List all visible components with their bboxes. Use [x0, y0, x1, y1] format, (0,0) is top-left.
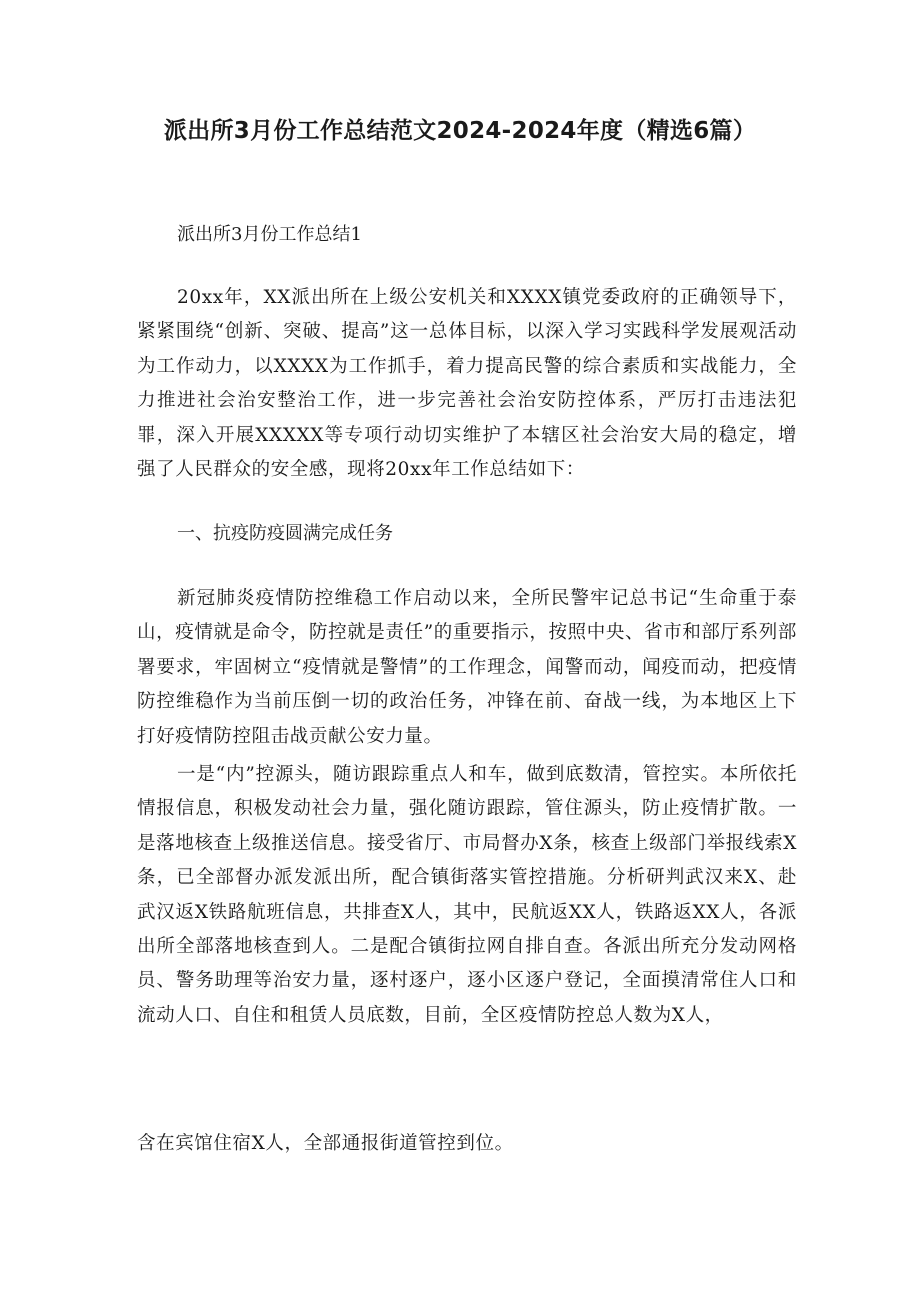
document-title: 派出所3月份工作总结范文2024-2024年度（精选6篇） [163, 118, 757, 144]
epidemic-paragraph: 新冠肺炎疫情防控维稳工作启动以来，全所民警牢记总书记“生命重于泰山，疫情就是命令，防控就是责任”的重要指示，按照中央、省市和部厅系列部署要求，牢固树立“疫情就是警情”的工作理念，闻警而动，闻疫而动，把疫情防控维稳作为当前压倒一切的政治任务，冲锋在前、奋战一线，为本地区上下打好疫情防控阻击战贡献公安力量。 [137, 588, 797, 747]
section-heading: 一、抗疫防疫圆满完成任务 [177, 523, 393, 544]
intro-paragraph: 20xx年，XX派出所在上级公安机关和XXXX镇党委政府的正确领导下，紧紧围绕“创新、突破、提高”这一总体目标，以深入学习实践科学发展观活动为工作动力，以XXXX为工作抓手，着力提高民警的综合素质和实战能力，全力推进社会治安整治工作，进一步完善社会治安防控体系，严厉打击违法犯罪，深入开展XXXXX等专项行动切实维护了本辖区社会治安大局的稳定，增强了人民群众的安全感，现将20xx年工作总结如下： [137, 287, 797, 481]
source-control-paragraph: 一是“内”控源头，随访跟踪重点人和车，做到底数清，管控实。本所依托情报信息，积极发动社会力量，强化随访跟踪，管住源头，防止疫情扩散。一是落地核查上级推送信息。接受省厅、市局督办X条，核查上级部门举报线索X条，已全部督办派发派出所，配合镇街落实管控措施。分析研判武汉来X、赴武汉返X铁路航班信息，共排查X人，其中，民航返XX人，铁路返XX人，各派出所全部落地核查到人。二是配合镇街拉网自排自查。各派出所充分发动网格员、警务助理等治安力量，逐村逐户，逐小区逐户登记，全面摸清常住人口和流动人口、自住和租赁人员底数，目前，全区疫情防控总人数为X人， [137, 764, 797, 1026]
hotel-paragraph: 含在宾馆住宿X人，全部通报街道管控到位。 [137, 1133, 514, 1154]
article-subtitle: 派出所3月份工作总结1 [177, 224, 362, 245]
